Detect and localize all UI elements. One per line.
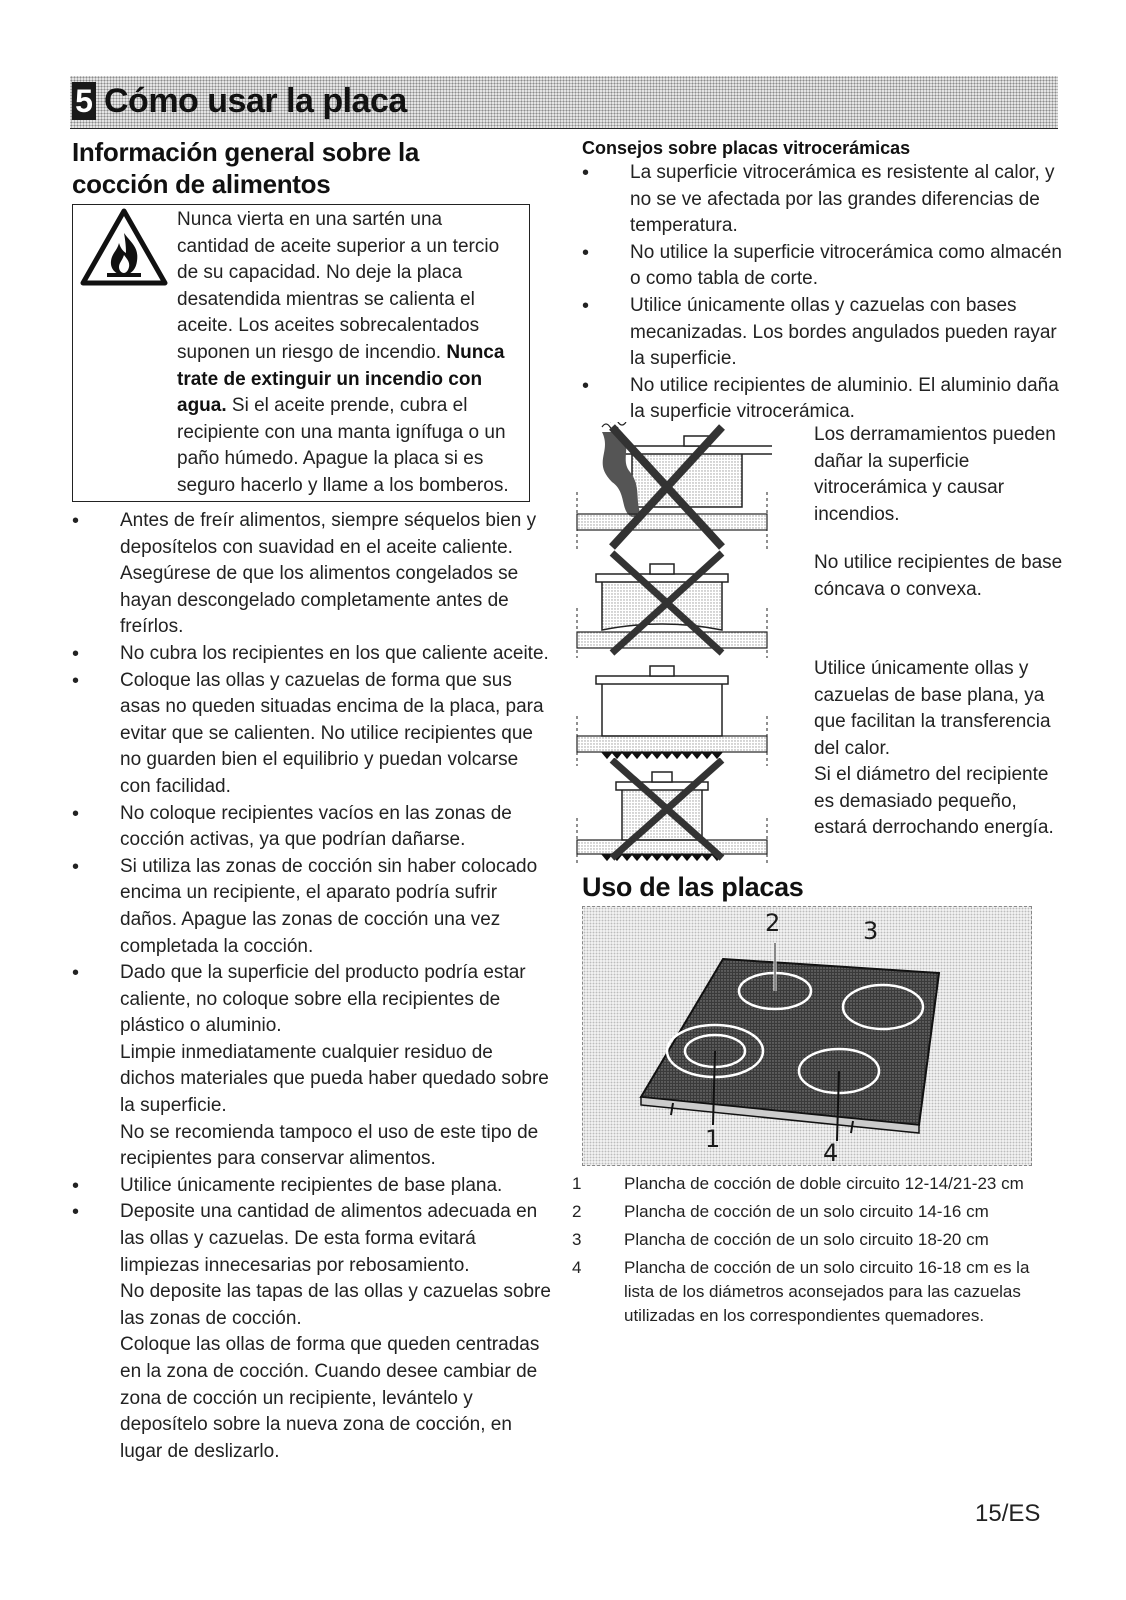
vitro-tips-heading: Consejos sobre placas vitrocerámicas xyxy=(582,138,911,158)
section-header-band xyxy=(70,76,1058,129)
fire-warning-box xyxy=(72,204,530,502)
legend-text: Plancha de cocción de un solo circuito 14-16 cm xyxy=(624,1202,989,1221)
cooking-bullets xyxy=(72,508,552,1465)
list-item xyxy=(572,1228,1032,1252)
list-item-continuation: Coloque las ollas de forma que queden centradas en la zona de cocción. Cuando desee cambiar de zona de cocción un recipiente, levántelo y deposítelo sobre la nueva zona de cocción, en lugar de deslizarlo. xyxy=(120,1334,540,1462)
small-pot-caption: Si el diámetro del recipiente es demasiado pequeño, estará derrochando energía. xyxy=(814,764,1054,839)
list-item: • No utilice recipientes de aluminio. El aluminio daña la superficie vitrocerámica. xyxy=(582,373,1062,426)
legend-number: 4 xyxy=(572,1258,582,1277)
small-pot-illustration xyxy=(572,758,772,866)
vitro-tips-list xyxy=(582,160,1062,426)
list-item: • No cubra los recipientes en los que caliente aceite. xyxy=(72,641,552,668)
flat-pot-illustration xyxy=(572,656,772,766)
hob-illustration xyxy=(583,907,1031,1165)
list-item: • Utilice únicamente ollas y cazuelas con bases mecanizadas. Los bordes angulados pueden rayar la superficie. xyxy=(582,293,1062,373)
general-info-title: Información general sobre la cocción de alimentos xyxy=(72,137,420,199)
page-number: 15/ES xyxy=(975,1500,1041,1527)
hob-label-4: 4 xyxy=(823,1139,839,1167)
warning-text-part-2: Si el aceite prende, cubra el recipiente con una manta ignífuga o un paño húmedo. Apague la placa si es seguro hacerlo y llame a los bomberos. xyxy=(177,395,509,496)
list-item: • Deposite una cantidad de alimentos adecuada en las ollas y cazuelas. De esta forma evitará limpiezas innecesarias por rebosamiento. xyxy=(72,1199,552,1279)
list-item-continuation: No se recomienda tampoco el uso de este tipo de recipientes para conservar alimentos. xyxy=(120,1121,539,1170)
list-item xyxy=(572,1256,1032,1328)
warning-text-bold: Nunca trate de extinguir un incendio con agua. xyxy=(177,341,505,417)
list-item: • Utilice únicamente recipientes de base plana. xyxy=(72,1173,552,1200)
list-item-continuation: No deposite las tapas de las ollas y cazuelas sobre las zonas de cocción. xyxy=(120,1281,551,1329)
uso-placas-title: Uso de las placas xyxy=(582,872,804,902)
hob-label-1: 1 xyxy=(705,1125,721,1153)
warning-text-part-1: Nunca vierta en una sartén una cantidad de aceite superior a un tercio de su capacidad. No deje la placa desatendida mientras se calienta el aceite. Los aceites sobrecalentados suponen un riesgo de incendio. xyxy=(177,209,500,363)
fire-warning-text xyxy=(177,207,513,500)
list-item-continuation: Limpie inmediatamente cualquier residuo de dichos materiales que pueda haber quedado sobre la superficie. xyxy=(120,1041,549,1117)
legend-text: Plancha de cocción de doble circuito 12-14/21-23 cm xyxy=(624,1174,1024,1193)
left-column xyxy=(72,136,552,1465)
list-item: • No utilice la superficie vitrocerámica como almacén o como tabla de corte. xyxy=(582,240,1062,293)
fire-warning-icon xyxy=(79,207,169,287)
flat-caption: Utilice únicamente ollas y cazuelas de base plana, ya que facilitan la transferencia del calor. xyxy=(814,658,1051,759)
legend-number: 2 xyxy=(572,1202,582,1221)
spill-pot-illustration xyxy=(572,422,772,552)
list-item: • La superficie vitrocerámica es resistente al calor, y no se ve afectada por las grandes diferencias de temperatura. xyxy=(582,160,1062,240)
spill-caption: Los derramamientos pueden dañar la superficie vitrocerámica y causar incendios. xyxy=(814,424,1056,525)
list-item: • Dado que la superficie del producto podría estar caliente, no coloque sobre ella recipientes de plástico o aluminio. xyxy=(72,960,552,1040)
right-column xyxy=(572,136,1063,1325)
list-item xyxy=(572,1172,1032,1196)
list-item: • No coloque recipientes vacíos en las zonas de cocción activas, ya que podrían dañarse. xyxy=(72,801,552,854)
concave-caption: No utilice recipientes de base cóncava o convexa. xyxy=(814,552,1063,600)
hob-diagram xyxy=(582,906,1032,1166)
section-number: 5 xyxy=(72,82,96,120)
section-title: Cómo usar la placa xyxy=(104,82,407,120)
list-item: • Si utiliza las zonas de cocción sin haber colocado encima un recipiente, el aparato podría sufrir daños. Apague las zonas de cocción una vez completada la cocción. xyxy=(72,854,552,960)
hob-label-3: 3 xyxy=(863,917,879,945)
legend-text: Plancha de cocción de un solo circuito 16-18 cm es la lista de los diámetros aconsejados para las cazuelas utilizadas en los correspondientes quemadores. xyxy=(624,1258,1030,1325)
hob-label-2: 2 xyxy=(765,909,781,937)
list-item xyxy=(572,1200,1032,1224)
hob-legend xyxy=(572,1172,1032,1332)
concave-pot-illustration xyxy=(572,548,772,658)
list-item: • Antes de freír alimentos, siempre séquelos bien y deposítelos con suavidad en el aceite caliente. Asegúrese de que los alimentos congelados se hayan descongelado completamente antes de freírlos. xyxy=(72,508,552,641)
list-item: • Coloque las ollas y cazuelas de forma que sus asas no queden situadas encima de la placa, para evitar que se calienten. No utilice recipientes que no guarden bien el equilibrio y puedan volcarse con facilidad. xyxy=(72,668,552,801)
legend-number: 1 xyxy=(572,1174,582,1193)
legend-number: 3 xyxy=(572,1230,582,1249)
legend-text: Plancha de cocción de un solo circuito 18-20 cm xyxy=(624,1230,989,1249)
